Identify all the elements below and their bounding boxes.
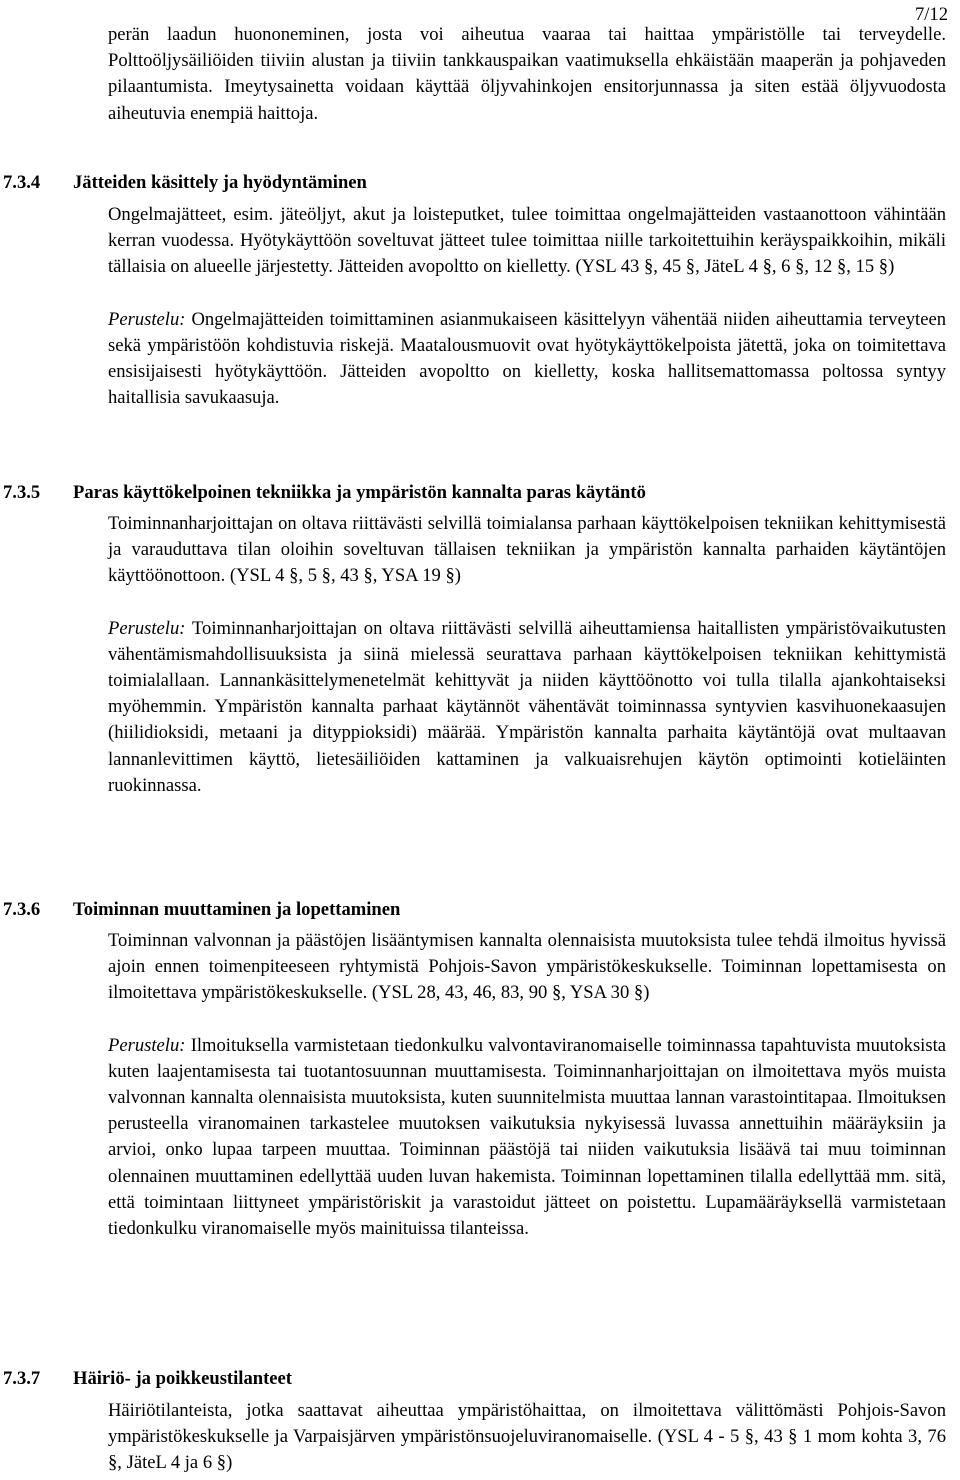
section-heading-7-3-6: [3, 897, 400, 923]
section-title: Paras käyttökelpoinen tekniikka ja ympäristön kannalta paras käytäntö: [73, 482, 646, 503]
perustelu-paragraph: [108, 307, 946, 412]
section-body-7-3-6: [108, 928, 946, 1242]
section-title: Häiriö- ja poikkeustilanteet: [73, 1368, 292, 1389]
section-body-7-3-4: [108, 202, 946, 411]
intro-paragraph: perän laadun huononeminen, josta voi aiheutua vaaraa tai haittaa ympäristölle tai terveydelle. Polttoöljysäiliöiden tiiviin alustan ja tiiviin tankkauspaikan vaatimuksella ehkäistään maaperän ja pohjaveden pilaantumista. Imeytysainetta voidaan käyttää öljyvahinkojen ensitorjunnassa ja siten estää öljyvuodosta aiheutuvia enempiä haittoja.: [108, 24, 946, 124]
perustelu-text: Ilmoituksella varmistetaan tiedonkulku valvontaviranomaiselle toiminnassa tapahtuvista muutoksista kuten laajentamisesta tai tuotantosuunnan muuttamisesta. Toiminnanharjoittajan on ilmoitettava myös muista valvonnan kannalta olennaisista muutoksista, kuten suunnitelmista muuttaa lannan varastointitapaa. Ilmoituksen perusteella viranomainen tarkastelee muutoksen vaikutuksia nykyisessä luvassa annettuihin määräyksiin ja arvioi, onko lupaa tarpeen muuttaa. Toiminnan päästöjä tai niiden vaikutuksia lisäävä tai muu toiminnan olennainen muuttaminen edellyttää uuden luvan hakemista. Toiminnan lopettaminen tilalla edellyttää mm. sitä, että toimintaan liittyneet ympäristöriskit ja varastoidut jätteet on poistettu. Lupamääräyksellä varmistetaan tiedonkulku viranomaiselle myös mainituissa tilanteissa.: [108, 1034, 947, 1240]
section-body-7-3-5: [108, 511, 946, 799]
section-number: 7.3.7: [3, 1368, 41, 1389]
section-heading-7-3-5: [3, 480, 646, 506]
perustelu-text: Ongelmajätteiden toimittaminen asianmukaiseen käsittelyyn vähentää niiden aiheuttamia terveyteen sekä ympäristöön kohdistuvia riskejä. Maatalousmuovit ovat hyötykäyttökelpoista jätettä, joka on toimitettava ensisijaisesti hyötykäyttöön. Jätteiden avopoltto on kielletty, koska hallitsemattomassa poltossa syntyy haitallisia savukaasuja.: [108, 308, 946, 409]
section-number: 7.3.4: [3, 172, 41, 193]
section-heading-7-3-7: [3, 1366, 292, 1392]
section-text: Häiriötilanteista, jotka saattavat aiheuttaa ympäristöhaittaa, on ilmoitettava välittömästi Pohjois-Savon ympäristökeskukselle ja Varpaisjärven ympäristönsuojeluviranomaiselle. (YSL 4 - 5 §, 43 § 1 mom kohta 3, 76 §, JäteL 4 ja 6 §): [108, 1400, 946, 1474]
perustelu-label: Perustelu:: [108, 617, 186, 639]
section-number: 7.3.6: [3, 899, 41, 920]
section-text: Ongelmajätteet, esim. jäteöljyt, akut ja loisteputket, tulee toimittaa ongelmajätteiden vastaanottoon vähintään kerran vuodessa. Hyötykäyttöön soveltuvat jätteet tulee toimittaa niille tarkoitettuihin keräyspaikkoihin, mikäli tällaisia on alueelle järjestetty. Jätteiden avopoltto on kielletty. (YSL 43 §, 45 §, JäteL 4 §, 6 §, 12 §, 15 §): [108, 204, 946, 278]
perustelu-label: Perustelu:: [108, 308, 186, 330]
section-title: Toiminnan muuttaminen ja lopettaminen: [73, 899, 401, 920]
perustelu-paragraph: [108, 616, 946, 799]
section-heading-7-3-4: [3, 170, 367, 196]
page-number: 7/12: [914, 4, 948, 25]
section-text: Toiminnan valvonnan ja päästöjen lisääntymisen kannalta olennaisista muutoksista tulee tehdä ilmoitus hyvissä ajoin ennen toimenpiteeseen ryhtymistä Pohjois-Savon ympäristökeskukselle. Toiminnan lopettamisesta on ilmoitettava ympäristökeskukselle. (YSL 28, 43, 46, 83, 90 §, YSA 30 §): [108, 930, 946, 1004]
perustelu-paragraph: [108, 1033, 946, 1243]
perustelu-label: Perustelu:: [108, 1034, 186, 1056]
section-title: Jätteiden käsittely ja hyödyntäminen: [73, 172, 367, 193]
section-body-7-3-7: [108, 1398, 946, 1477]
perustelu-text: Toiminnanharjoittajan on oltava riittävästi selvillä aiheuttamiensa haitallisten ympäristövaikutusten vähentämismahdollisuuksista ja siinä mielessä seurattava parhaan käyttökelpoisen tekniikan kehittymistä toimialallaan. Lannankäsittelymenetelmät kehittyvät ja niiden käyttöönotto voi tulla tilalla ajankohtaiseksi myöhemmin. Ympäristön kannalta parhaat käytännöt vähentävät toiminnassa syntyvien kasvihuonekaasujen (hiilidioksidi, metaani ja dityppioksidi) määrää. Ympäristön kannalta parhaita käytäntöjä ovat multaavan lannanlevittimen käyttö, lietesäiliöiden kattaminen ja valkuaisrehujen käytön optimointi kotieläinten ruokinnassa.: [108, 617, 946, 796]
section-text: Toiminnanharjoittajan on oltava riittävästi selvillä toimialansa parhaan käyttökelpoisen tekniikan kehittymisestä ja varauduttava tilan oloihin soveltuvan tällaisen tekniikan ja ympäristön kannalta parhaiden käytäntöjen käyttöönottoon. (YSL 4 §, 5 §, 43 §, YSA 19 §): [108, 513, 946, 587]
section-number: 7.3.5: [3, 482, 41, 503]
